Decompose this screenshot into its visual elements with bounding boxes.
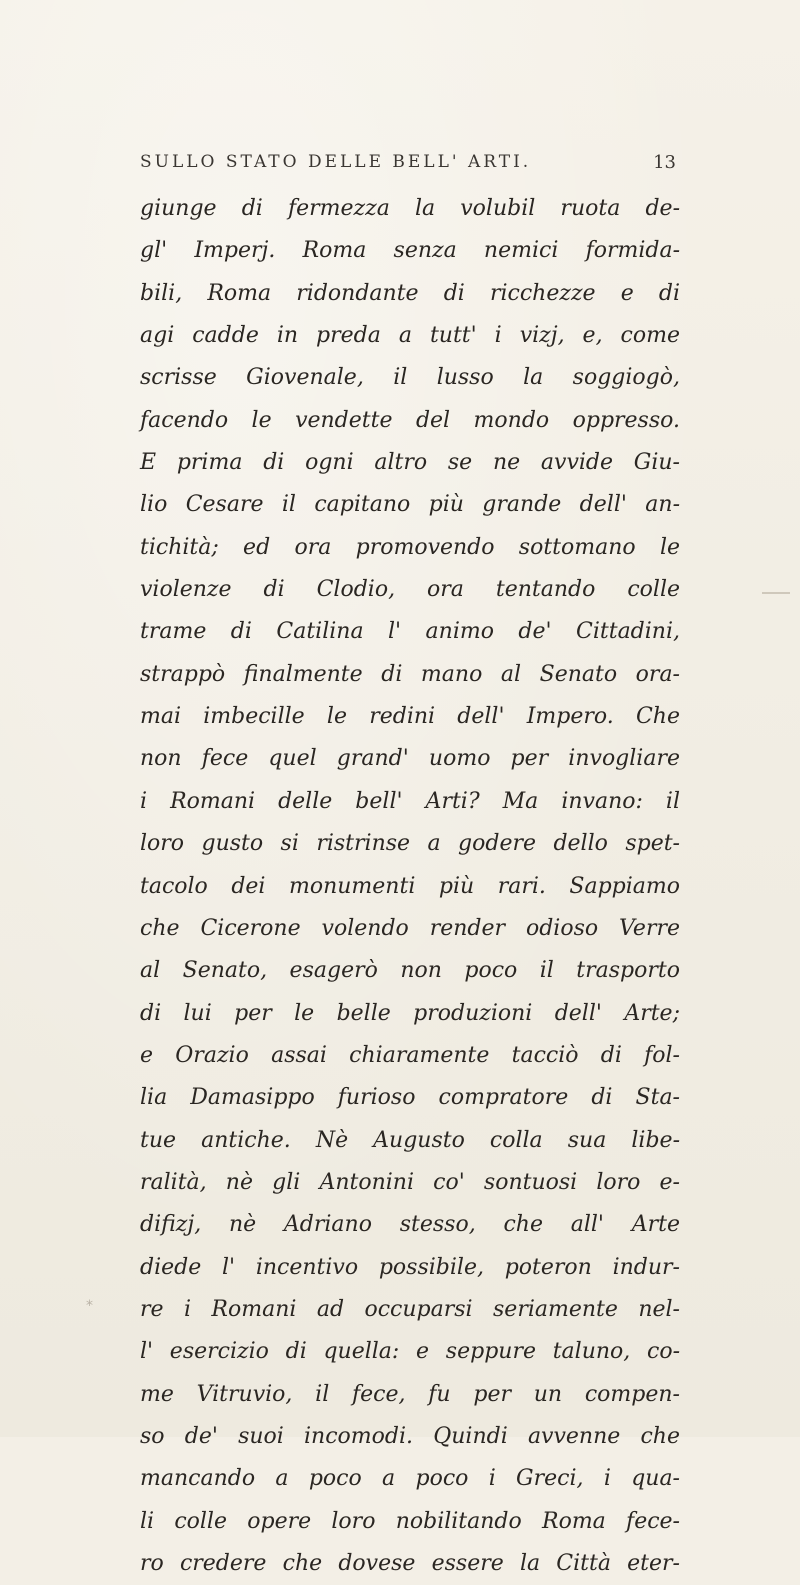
text-line: bili, Roma ridondante di ricchezze e di <box>140 280 680 306</box>
text-line: giunge di fermezza la volubil ruota de- <box>140 196 680 221</box>
text-line: lio Cesare il capitano più grande dell' an- <box>140 492 680 518</box>
text-line: so de' suoi incomodi. Quindi avvenne che <box>140 1423 680 1449</box>
text-line: mancando a poco a poco i Greci, i qua- <box>140 1466 680 1492</box>
body-text <box>140 188 680 1585</box>
text-line: ralità, nè gli Antonini co' sontuosi loro e- <box>140 1169 680 1195</box>
text-line: me Vitruvio, il fece, fu per un compen- <box>140 1381 680 1407</box>
text-line: agi cadde in preda a tutt' i vizj, e, come <box>140 323 680 349</box>
text-line: al Senato, esagerò non poco il trasporto <box>140 958 680 984</box>
text-line: non fece quel grand' uomo per invogliare <box>140 746 680 772</box>
page-number: 13 <box>653 152 676 173</box>
text-line: E prima di ogni altro se ne avvide Giu- <box>140 450 680 476</box>
text-line: facendo le vendette del mondo oppresso. <box>140 407 680 433</box>
text-line: violenze di Clodio, ora tentando colle <box>140 577 680 603</box>
text-line: tacolo dei monumenti più rari. Sappiamo <box>140 873 680 899</box>
text-line: tichità; ed ora promovendo sottomano le <box>140 534 680 560</box>
text-line: gl' Imperj. Roma senza nemici formida- <box>140 238 680 264</box>
margin-star-mark: * <box>86 1298 93 1314</box>
text-line: i Romani delle bell' Arti? Ma invano: il <box>140 788 680 814</box>
text-line: mai imbecille le redini dell' Impero. Che <box>140 704 680 730</box>
text-line: re i Romani ad occuparsi seriamente nel- <box>140 1296 680 1322</box>
text-line: strappò finalmente di mano al Senato ora- <box>140 661 680 687</box>
running-head <box>120 152 680 180</box>
text-line: difizj, nè Adriano stesso, che all' Arte <box>140 1212 680 1238</box>
text-line: loro gusto si ristrinse a godere dello spet- <box>140 831 680 857</box>
text-line: li colle opere loro nobilitando Roma fece- <box>140 1508 680 1534</box>
text-line: ro credere che dovese essere la Città eter- <box>140 1551 680 1576</box>
text-line: l' esercizio di quella: e seppure taluno, co- <box>140 1339 680 1365</box>
text-line: che Cicerone volendo render odioso Verre <box>140 915 680 941</box>
text-line: scrisse Giovenale, il lusso la soggiogò, <box>140 365 680 391</box>
text-line: e Orazio assai chiaramente tacciò di fol- <box>140 1042 680 1068</box>
text-line: trame di Catilina l' animo de' Cittadini, <box>140 619 680 645</box>
running-title: SULLO STATO DELLE BELL' ARTI. <box>140 152 532 172</box>
text-line: lia Damasippo furioso compratore di Sta- <box>140 1085 680 1111</box>
text-line: tue antiche. Nè Augusto colla sua libe- <box>140 1127 680 1153</box>
text-line: di lui per le belle produzioni dell' Arte; <box>140 1000 680 1026</box>
text-line: diede l' incentivo possibile, poteron indur- <box>140 1254 680 1280</box>
margin-dash-mark <box>762 592 790 594</box>
